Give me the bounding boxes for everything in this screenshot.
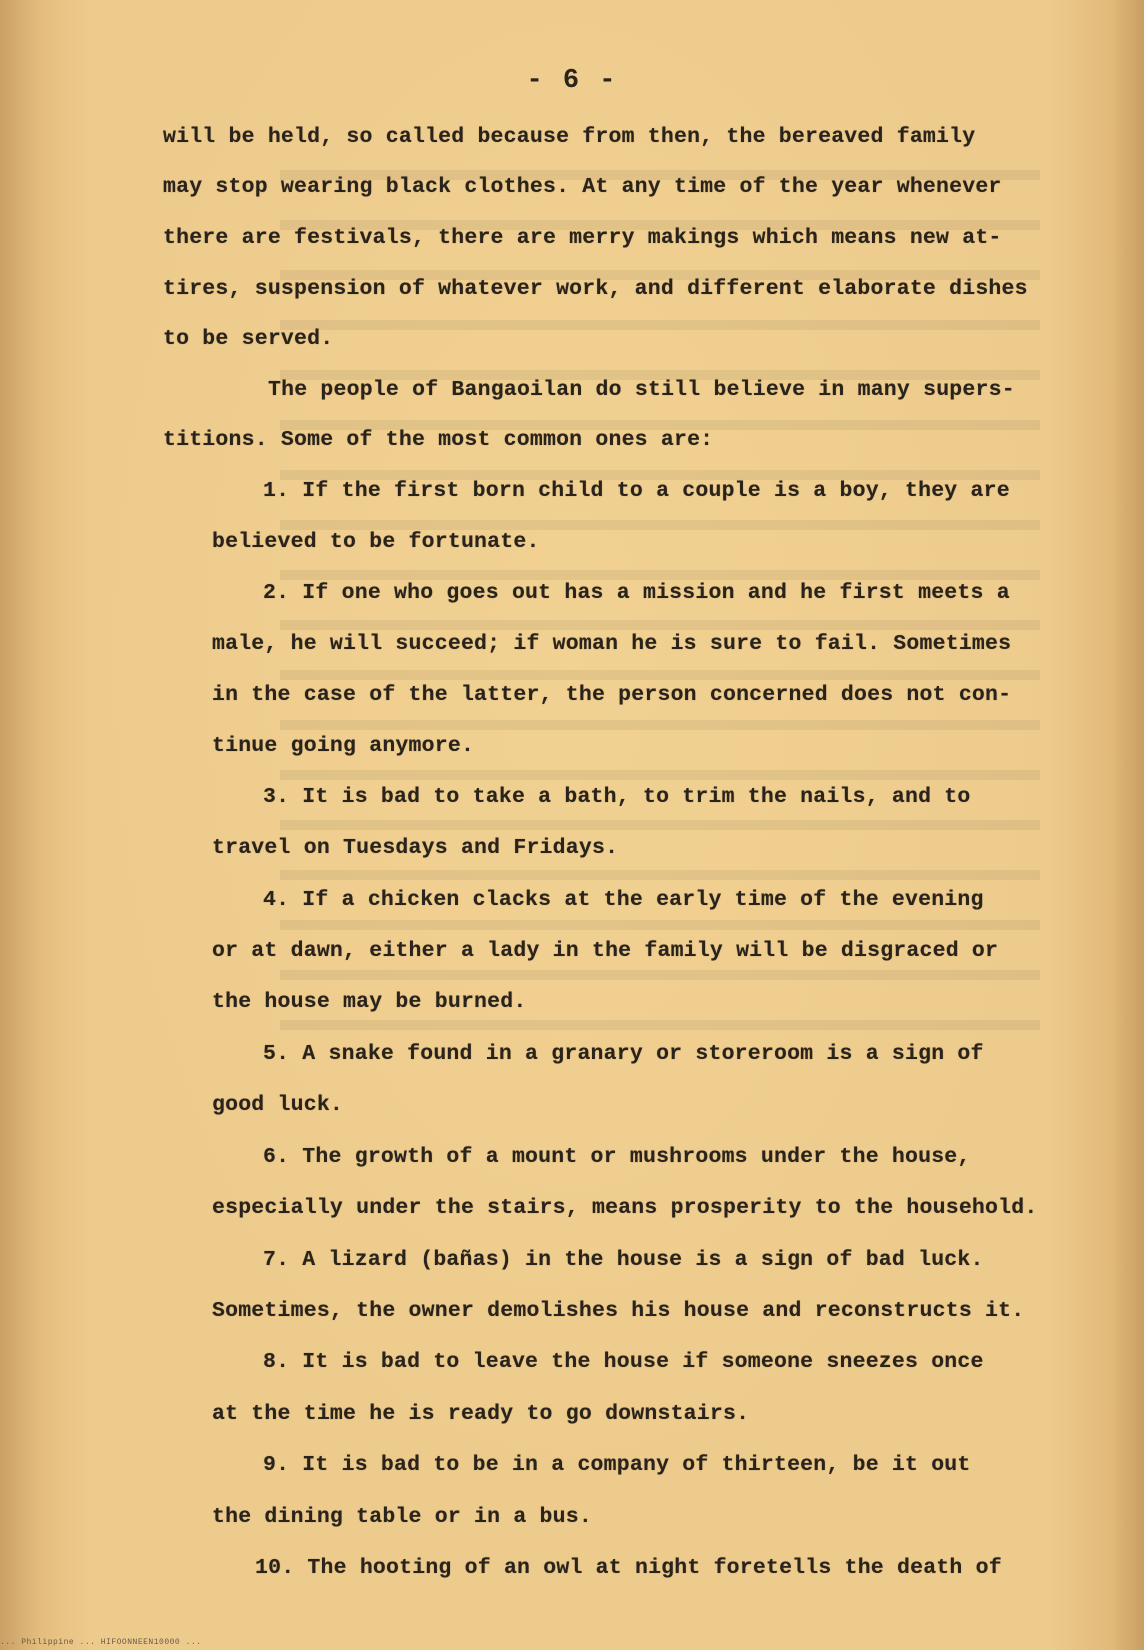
list-item-9: 9. It is bad to be in a company of thirteen, be it out	[263, 1453, 971, 1477]
scan-footer: ... Philippine ... HIFOONNEEN10000 ...	[0, 1638, 202, 1647]
text-line: there are festivals, there are merry makings which means new at-	[163, 226, 1002, 250]
list-item-4: 4. If a chicken clacks at the early time of the evening	[263, 888, 984, 912]
list-item-10: 10. The hooting of an owl at night foretells the death of	[255, 1556, 1002, 1580]
list-item-8: 8. It is bad to leave the house if someone sneezes once	[263, 1350, 984, 1374]
text-line: the dining table or in a bus.	[212, 1505, 592, 1529]
text-line: titions. Some of the most common ones are:	[163, 428, 714, 452]
list-item-2: 2. If one who goes out has a mission and he first meets a	[263, 581, 1010, 605]
text-line: at the time he is ready to go downstairs.	[212, 1402, 750, 1426]
text-line: believed to be fortunate.	[212, 530, 540, 554]
text-line: good luck.	[212, 1093, 344, 1117]
list-item-5: 5. A snake found in a granary or storeroom is a sign of	[263, 1042, 984, 1066]
list-item-3: 3. It is bad to take a bath, to trim the nails, and to	[263, 785, 971, 809]
text-line: in the case of the latter, the person concerned does not con-	[212, 683, 1012, 707]
text-line: to be served.	[163, 327, 334, 351]
text-line: especially under the stairs, means prosperity to the household.	[212, 1196, 1038, 1220]
page-number: - 6 -	[526, 66, 618, 96]
text-line: tinue going anymore.	[212, 734, 475, 758]
text-line: may stop wearing black clothes. At any time of the year whenever	[163, 175, 1002, 199]
text-line: male, he will succeed; if woman he is sure to fail. Sometimes	[212, 632, 1012, 656]
text-line: or at dawn, either a lady in the family will be disgraced or	[212, 939, 999, 963]
text-line: will be held, so called because from then, the bereaved family	[163, 125, 976, 149]
list-item-7: 7. A lizard (bañas) in the house is a sign of bad luck.	[263, 1248, 984, 1272]
list-item-1: 1. If the first born child to a couple is a boy, they are	[263, 479, 1010, 503]
text-line: tires, suspension of whatever work, and different elaborate dishes	[163, 277, 1028, 301]
list-item-6: 6. The growth of a mount or mushrooms under the house,	[263, 1145, 971, 1169]
text-line: travel on Tuesdays and Fridays.	[212, 836, 619, 860]
paragraph-start: The people of Bangaoilan do still believe in many supers-	[268, 378, 1015, 402]
text-line: the house may be burned.	[212, 990, 527, 1014]
text-line: Sometimes, the owner demolishes his house and reconstructs it.	[212, 1299, 1025, 1323]
